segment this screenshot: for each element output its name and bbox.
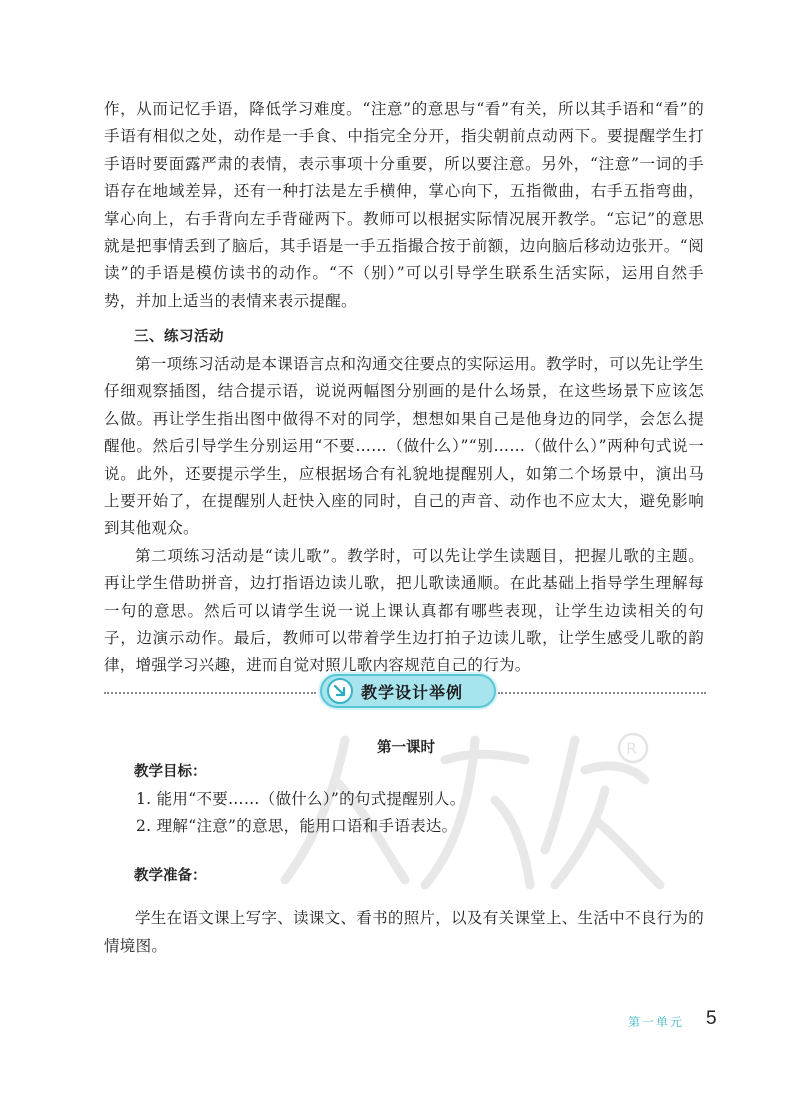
intro-text: 作，从而记忆手语，降低学习难度。“注意”的意思与“看”有关，所以其手语和“看”的手语有相似之处，动作是一手食、中指完全分开，指尖朝前点动两下。要提醒学生打手语时要面露严肃的表情，表示事项十分重要，所以要注意。另外，“注意”一词的手语存在地域差异，还有一种打法是左手横伸，掌心向下，五指微曲，右手五指弯曲，掌心向上，右手背向左手背碰两下。教师可以根据实际情况展开教学。“忘记”的意思就是把事情丢到了脑后，其手语是一手五指撮合按于前额，边向脑后移动边张开。“阅读”的手语是模仿读书的动作。“不（别）”可以引导学生联系生活实际，运用自然手势，并加上适当的表情来表示提醒。	[104, 100, 704, 310]
page-number: 5	[706, 1008, 717, 1029]
lesson-title: 第一课时	[377, 740, 435, 756]
unit-label: 第一单元	[628, 1015, 685, 1029]
section-paragraph-1: 第一项练习活动是本课语言点和沟通交往要点的实际运用。教学时，可以先让学生仔细观察插图，结合提示语，说说两幅图分别画的是什么场景，在这些场景下应该怎么做。再让学生指出图中做得不对的同学，想想如果自己是他身边的同学，会怎么提醒他。然后引导学生分别运用“不要……（做什么）”“别……（做什么）”两种句式说一说。此外，还要提示学生，应根据场合有礼貌地提醒别人，如第二个场景中，演出马上要开始了，在提醒别人赶快入座的同时，自己的声音、动作也不应太大，避免影响到其他观众。	[104, 355, 704, 538]
arrow-down-right-icon	[327, 678, 353, 704]
goal-item-1: 1. 能用“不要……（做什么）”的句式提醒别人。	[136, 790, 466, 808]
svg-text:R: R	[626, 739, 638, 758]
dotted-rule-right	[498, 692, 706, 694]
intro-paragraph	[104, 96, 704, 315]
prep-text: 学生在语文课上写字、读课文、看书的照片，以及有关课堂上、生活中不良行为的情境图。	[104, 909, 704, 955]
page-footer	[620, 1008, 720, 1032]
prep-block	[104, 905, 704, 960]
teaching-design-banner	[320, 674, 496, 708]
goal-item-2: 2. 理解“注意”的意思，能用口语和手语表达。	[136, 817, 458, 836]
goals-heading: 教学目标：	[134, 764, 207, 780]
section-paragraph-2: 第二项练习活动是“读儿歌”。教学时，可以先让学生读题目，把握儿歌的主题。再让学生借助拼音，边打指语边读儿歌，把儿歌读通顺。在此基础上指导学生理解每一句的意思。然后可以请学生说一说上课认真都有哪些表现，让学生边读相关的句子，边演示动作。最后，教师可以带着学生边打拍子边读儿歌，让学生感受儿歌的韵律，增强学习兴趣，进而自觉对照儿歌内容规范自己的行为。	[104, 546, 704, 675]
banner-label: 教学设计举例	[361, 682, 464, 702]
section-heading: 三、练习活动	[134, 329, 224, 345]
section-divider	[104, 672, 706, 712]
section-practice-activities	[104, 324, 704, 680]
prep-heading: 教学准备：	[134, 867, 207, 884]
dotted-rule-left	[104, 692, 316, 694]
teaching-design-section	[104, 736, 704, 976]
